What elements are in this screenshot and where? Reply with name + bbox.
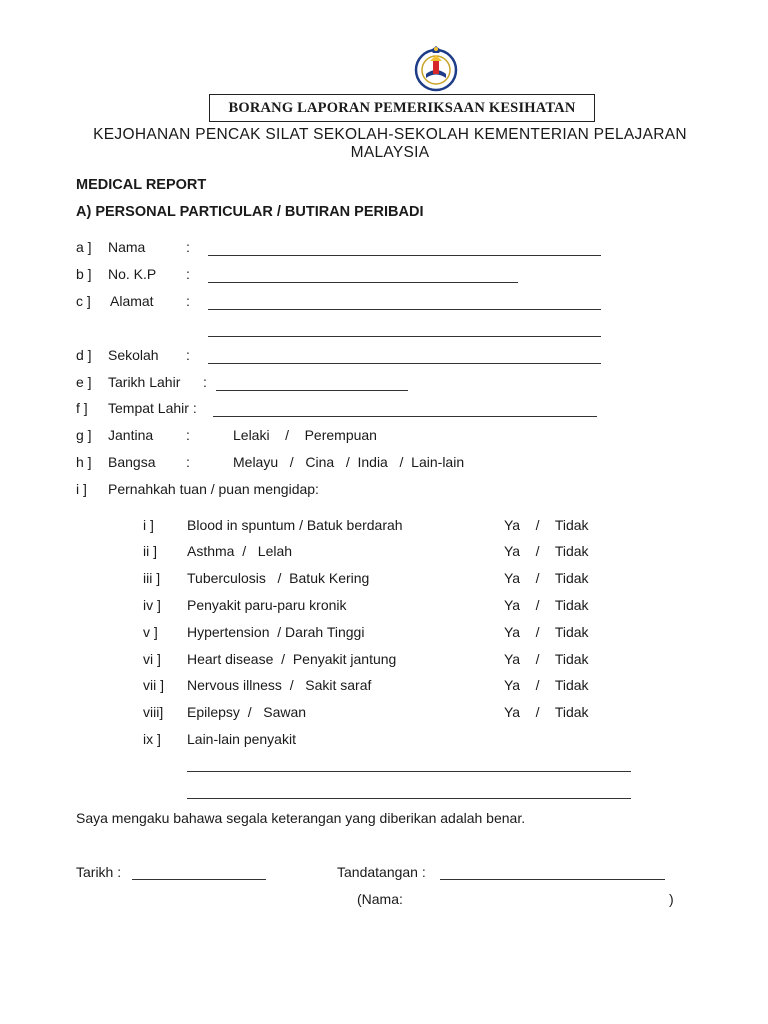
yes-no-option[interactable]: Ya / Tidak xyxy=(504,704,589,720)
signature-label: Tandatangan : xyxy=(337,864,426,880)
form-title: BORANG LAPORAN PEMERIKSAAN KESIHATAN xyxy=(209,94,595,122)
field-marker-i: i ] xyxy=(76,481,87,497)
field-label-bangsa: Bangsa xyxy=(108,454,156,470)
illness-number: iii ] xyxy=(143,570,161,586)
bangsa-options[interactable]: Melayu / Cina / India / Lain-lain xyxy=(233,454,465,470)
field-label-alamat: Alamat xyxy=(110,293,154,309)
yes-no-option[interactable]: Ya / Tidak xyxy=(504,543,589,559)
illness-name-other: Lain-lain penyakit xyxy=(187,731,296,747)
field-colon: : xyxy=(186,427,190,443)
section-heading: MEDICAL REPORT xyxy=(76,177,207,193)
sekolah-input-line[interactable] xyxy=(208,363,601,364)
field-marker-f: f ] xyxy=(76,400,88,416)
illness-number: iv ] xyxy=(143,597,161,613)
declaration-text: Saya mengaku bahawa segala keterangan yang diberikan adalah benar. xyxy=(76,810,526,826)
illness-number: vi ] xyxy=(143,651,161,667)
field-marker-a: a ] xyxy=(76,239,92,255)
field-label-pernahkah: Pernahkah tuan / puan mengidap: xyxy=(108,481,319,497)
field-colon: : xyxy=(186,239,190,255)
field-marker-g: g ] xyxy=(76,427,92,443)
illness-number: ix ] xyxy=(143,731,161,747)
event-title-line-1: KEJOHANAN PENCAK SILAT SEKOLAH-SEKOLAH KEMENTERIAN PELAJARAN xyxy=(93,126,687,143)
yes-no-option[interactable]: Ya / Tidak xyxy=(504,677,589,693)
field-colon: : xyxy=(203,374,207,390)
yes-no-option[interactable]: Ya / Tidak xyxy=(504,597,589,613)
alamat-input-line-2[interactable] xyxy=(208,336,601,337)
field-marker-h: h ] xyxy=(76,454,92,470)
field-label-sekolah: Sekolah xyxy=(108,347,159,363)
illness-name: Tuberculosis / Batuk Kering xyxy=(187,570,370,586)
field-label-tempat-lahir: Tempat Lahir : xyxy=(108,400,197,416)
name-close-paren: ) xyxy=(669,891,674,907)
illness-number: ii ] xyxy=(143,543,157,559)
ministry-crest-logo xyxy=(412,44,460,92)
date-label: Tarikh : xyxy=(76,864,122,880)
tempat-lahir-input-line[interactable] xyxy=(213,416,597,417)
yes-no-option[interactable]: Ya / Tidak xyxy=(504,570,589,586)
event-title-line-2: MALAYSIA xyxy=(350,144,430,161)
illness-number: v ] xyxy=(143,624,158,640)
other-illness-input-line-2[interactable] xyxy=(187,798,631,799)
illness-name: Nervous illness / Sakit saraf xyxy=(187,677,372,693)
field-colon: : xyxy=(186,347,190,363)
field-colon: : xyxy=(186,454,190,470)
other-illness-input-line-1[interactable] xyxy=(187,771,631,772)
jantina-options[interactable]: Lelaki / Perempuan xyxy=(233,427,377,443)
nama-input-line[interactable] xyxy=(208,255,601,256)
name-open-paren: (Nama: xyxy=(357,891,403,907)
field-label-nama: Nama xyxy=(108,239,146,255)
illness-number: vii ] xyxy=(143,677,164,693)
illness-name: Epilepsy / Sawan xyxy=(187,704,307,720)
field-label-jantina: Jantina xyxy=(108,427,154,443)
yes-no-option[interactable]: Ya / Tidak xyxy=(504,624,589,640)
tarikh-lahir-input-line[interactable] xyxy=(216,390,408,391)
yes-no-option[interactable]: Ya / Tidak xyxy=(504,651,589,667)
yes-no-option[interactable]: Ya / Tidak xyxy=(504,517,589,533)
date-input-line[interactable] xyxy=(132,879,266,880)
illness-name: Heart disease / Penyakit jantung xyxy=(187,651,397,667)
field-label-tarikh-lahir: Tarikh Lahir xyxy=(108,374,181,390)
field-marker-d: d ] xyxy=(76,347,92,363)
field-marker-b: b ] xyxy=(76,266,92,282)
field-marker-c: c ] xyxy=(76,293,91,309)
illness-name: Asthma / Lelah xyxy=(187,543,293,559)
illness-name: Blood in spuntum / Batuk berdarah xyxy=(187,517,403,533)
event-title xyxy=(70,126,710,162)
illness-number: i ] xyxy=(143,517,154,533)
field-colon: : xyxy=(186,266,190,282)
field-colon: : xyxy=(186,293,190,309)
alamat-input-line-1[interactable] xyxy=(208,309,601,310)
signature-input-line[interactable] xyxy=(440,879,665,880)
illness-number: viii] xyxy=(143,704,164,720)
subsection-heading: A) PERSONAL PARTICULAR / BUTIRAN PERIBADI xyxy=(76,204,424,220)
field-label-no-kp: No. K.P xyxy=(108,266,157,282)
no-kp-input-line[interactable] xyxy=(208,282,518,283)
field-marker-e: e ] xyxy=(76,374,92,390)
illness-name: Penyakit paru-paru kronik xyxy=(187,597,347,613)
illness-name: Hypertension / Darah Tinggi xyxy=(187,624,365,640)
